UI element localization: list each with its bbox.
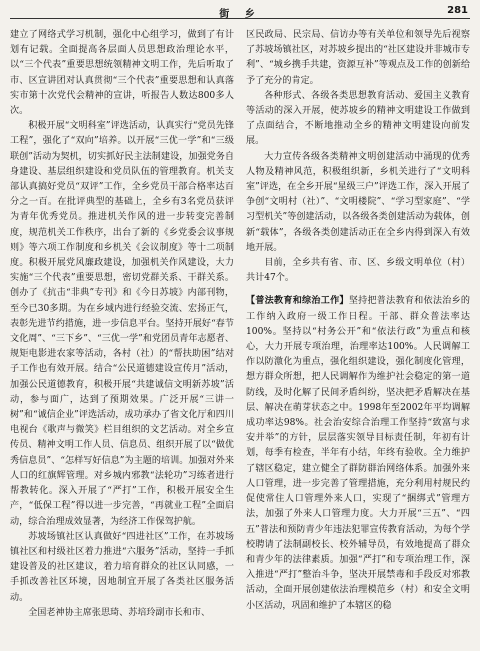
paragraph: 区民政局、民宗局、信访办等有关单位和领导先后视察了苏坡场镇社区，对苏坡乡提出的“社区建设并非城市专利”、“城乡携手共建，资源互补”等观点及工作的创新给予了充分的肯定。 — [246, 30, 470, 86]
paragraph: 目前，全乡共有省、市、区、乡级文明单位（村）共计47个。 — [246, 258, 470, 284]
left-column — [10, 28, 234, 645]
right-column — [246, 28, 470, 645]
page-number: 281 — [447, 5, 468, 16]
paragraph: 全国老神协主席张思琦、苏培玲副市长和市、 — [28, 607, 211, 618]
section-heading: 【普法教育和综治工作】 — [246, 296, 349, 307]
header-title: 街 乡 — [219, 9, 261, 20]
section-gap — [246, 286, 470, 294]
paragraph: 建立了网络式学习机制，强化中心组学习，做到了有计划有记载。全面提高各层面人员思想政治理论水平，以“三个代表”重要思想统领精神文明工作，先后听取了市、区宣讲团对认真贯彻“三个代表”重要思想和认真落实市第十次党代会精神的宣讲，听报告人数达800多人次。 — [10, 30, 234, 117]
running-header — [10, 4, 470, 19]
text-columns — [10, 28, 470, 645]
paragraph: 苏坡场镇社区认真做好“四进社区”工作，在苏坡场镇社区和村级社区着力推进“六服务”活动，坚持一手抓建设普及的社区建议，着力培育群众的社区认同感，一手抓改善社区环境，因地制宜开展了各类社区服务活动。 — [10, 531, 234, 603]
paragraph: 各种形式、各级各类思想教育活动、爱国主义教育等活动的深入开展，使苏坡乡的精神文明建设工作做到了点面结合，不断地推动全乡的精神文明建设向前发展。 — [246, 90, 470, 147]
paragraph: 积极开展“文明科室”评选活动，认真实行“党员先锋工程”，强化了“双向”培养。以开展“三优一学”和“三级联创”活动为契机，切实抓好民主法制建设，加强党务自身建设、基层组织建设和党员队伍的管理教育。机关支部认真搞好党员“双评”工作，全乡党员干部合格率达百分之一百。在批评典型的基础上，全乡有3名党员获评为青年优秀党员。推进机关作风的进一步转变完善制度，规范机关工作秩序，出台了新的《乡党委会议事规则》等六项工作制度和乡机关《会议制度》等十二项制度。积极开展党风廉政建设，加强机关作风建设，大力实施“三个代表”重要思想，密切党群关系、干群关系。创办了《抗击“非典”专刊》和《今日苏坡》内部刊物，至今已30多期。为在乡域内进行经验交流、宏扬正气，表彰先进节约措施，进一步信息平台。坚持开展好“春节文化周”、“三下乡”、“三优一学”和党团员青年志愿者、规矩电影进农家等活动，各村（社）的“帮扶助困”结对子工作也有效开展。结合“公民道德建设宣传月”活动，加强公民道德教育，积极开展“共建诚信文明新苏坡”活动，参与面广，达到了预期效果。广泛开展“三讲一树”和“诚信企业”评选活动，成功承办了省文化厅和四川电视台《歌声与微笑》栏目组织的文艺活动。对全乡宣传员、精神文明工作人员、信息员、组织开展了以“做优秀信息员”、“怎样写好信息”为主题的培训。加强对外来人口的红旗辉管理。对乡城内邪教“法轮功”习练者进行帮教转化。深入开展了“严打”工作，积极开展安全生产，“低保工程”得以进一步完善，“再就业工程”全面启动，综合治理成效显著，为经济工作保驾护航。 — [10, 121, 234, 527]
section-paragraph — [246, 294, 470, 613]
section-text: 坚持把普法教育和依法治乡的工作纳入政府一级工作日程。干部、群众普法率达100%。坚持以“村务公开”和“依法行政”为重点和核心，大力开展专项治理，治理率达100%。人民调解工作以防激化为重点，强化组织建设，强化制度化管理，想方群众所想，把人民调解作为维护社会稳定的第一道防线，及时化解了民间矛盾纠纷，坚决把矛盾解决在基层、解决在萌芽状态之中。1998年至2002年平均调解成功率达98%。社会治安综合治理工作坚持“致富与求安并举”的方针，层层落实领导目标责任制，年初有计划，每季有检查，半年有小结，年终有验收。全力维护了辖区稳定，建立健全了群防群治网络体系。加强外来人口管理，进一步完善了管理措施，充分利用村规民约促使常住人口管理外来人口，实现了“捆绑式”管理方法，加强了外来人口管理力度。大力开展“三五”、“四五”普法和预防青少年违法犯罪宣传教育活动，为每个学校聘请了法制副校长、校外辅导员，有效地提高了群众和青少年的法律素质。加强“严打”和专项治理工作，深入推进“严打”整治斗争，坚决开展禁毒和手段反对邪教活动，全面开展创建依法治理模范乡（村）和安全文明小区活动，巩固和维护了本辖区的稳 — [246, 296, 470, 611]
paragraph: 大力宣传各级各类精神文明创建活动中涌现的优秀人物及精神风范，积极组织新，乡机关进行了“文明科室”评选，在全乡开展“星级三户”评选工作，深入开展了争创“文明村（社）”、“文明楼院”、“学习型家庭”、“学习型机关”等创建活动，以各级各类创建活动为载体，创新“载体”，各级各类创建活动正在全乡内得到深入有效地开展。 — [246, 151, 470, 253]
